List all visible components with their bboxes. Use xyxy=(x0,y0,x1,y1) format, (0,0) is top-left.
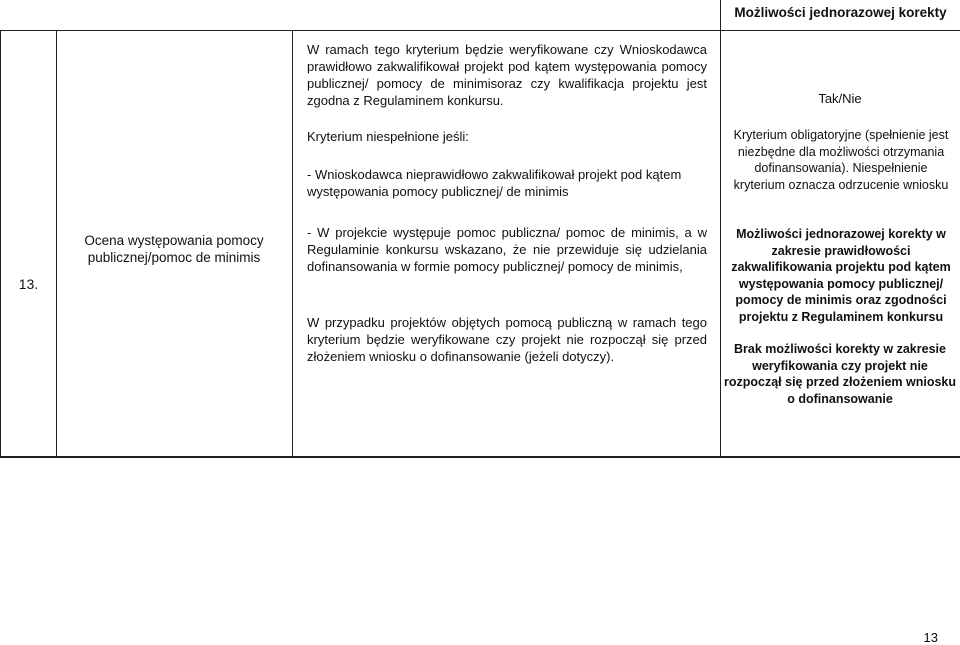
condition-aid-not-allowed: - W projekcie występuje pomoc publiczna/ pomoc de minimis, a w Regulaminie konkursu wskazano, że nie przewiduje się udzielania dofinansowania w formie pomocy publicznej/ pomocy de minimis, xyxy=(307,225,707,274)
assessment-mode: Tak/Nie xyxy=(818,91,862,106)
criterion-intro: W ramach tego kryterium będzie weryfikowane czy Wnioskodawca prawidłowo zakwalifikował projekt pod kątem występowania pomocy publicznej/ pomocy de minimisoraz czy kwalifikacja projektu jest zgodna z Regulaminem konkursu. xyxy=(307,42,707,108)
table-bottom-border xyxy=(0,456,960,458)
condition-misqualified: - Wnioskodawca nieprawidłowo zakwalifikował projekt pod kątem występowania pomocy publicznej/ de minimis xyxy=(307,167,682,199)
row-number: 13. xyxy=(18,276,39,292)
column-divider xyxy=(720,0,721,457)
condition-project-started: W przypadku projektów objętych pomocą publiczną w ramach tego kryterium będzie weryfikowane czy projekt nie rozpoczął się przed złożeniem wniosku o dofinansowanie (jeżeli dotyczy). xyxy=(307,315,707,364)
correction-impossible-note: Brak możliwości korekty w zakresie weryfikowania czy projekt nie rozpoczął się przed złożeniem wniosku o dofinansowanie xyxy=(724,342,956,406)
correction-possible-note: Możliwości jednorazowej korekty w zakresie prawidłowości zakwalifikowania projektu pod kątem występowania pomocy publicznej/ pomocy de minimis oraz zgodności projektu z Regulaminem konkursu xyxy=(731,227,951,324)
column-divider xyxy=(292,31,293,457)
page-number: 13 xyxy=(923,630,938,645)
criterion-name: Ocena występowania pomocy publicznej/pomoc de minimis xyxy=(84,233,264,265)
table-left-border xyxy=(0,31,1,457)
not-met-label: Kryterium niespełnione jeśli: xyxy=(307,129,469,144)
column-divider xyxy=(56,31,57,457)
column-header-correction: Możliwości jednorazowej korekty xyxy=(734,5,947,20)
table-top-border xyxy=(0,30,960,31)
obligatory-note: Kryterium obligatoryjne (spełnienie jest niezbędne dla możliwości otrzymania dofinansowania). Niespełnienie kryterium oznacza odrzucenie wniosku xyxy=(733,128,949,192)
